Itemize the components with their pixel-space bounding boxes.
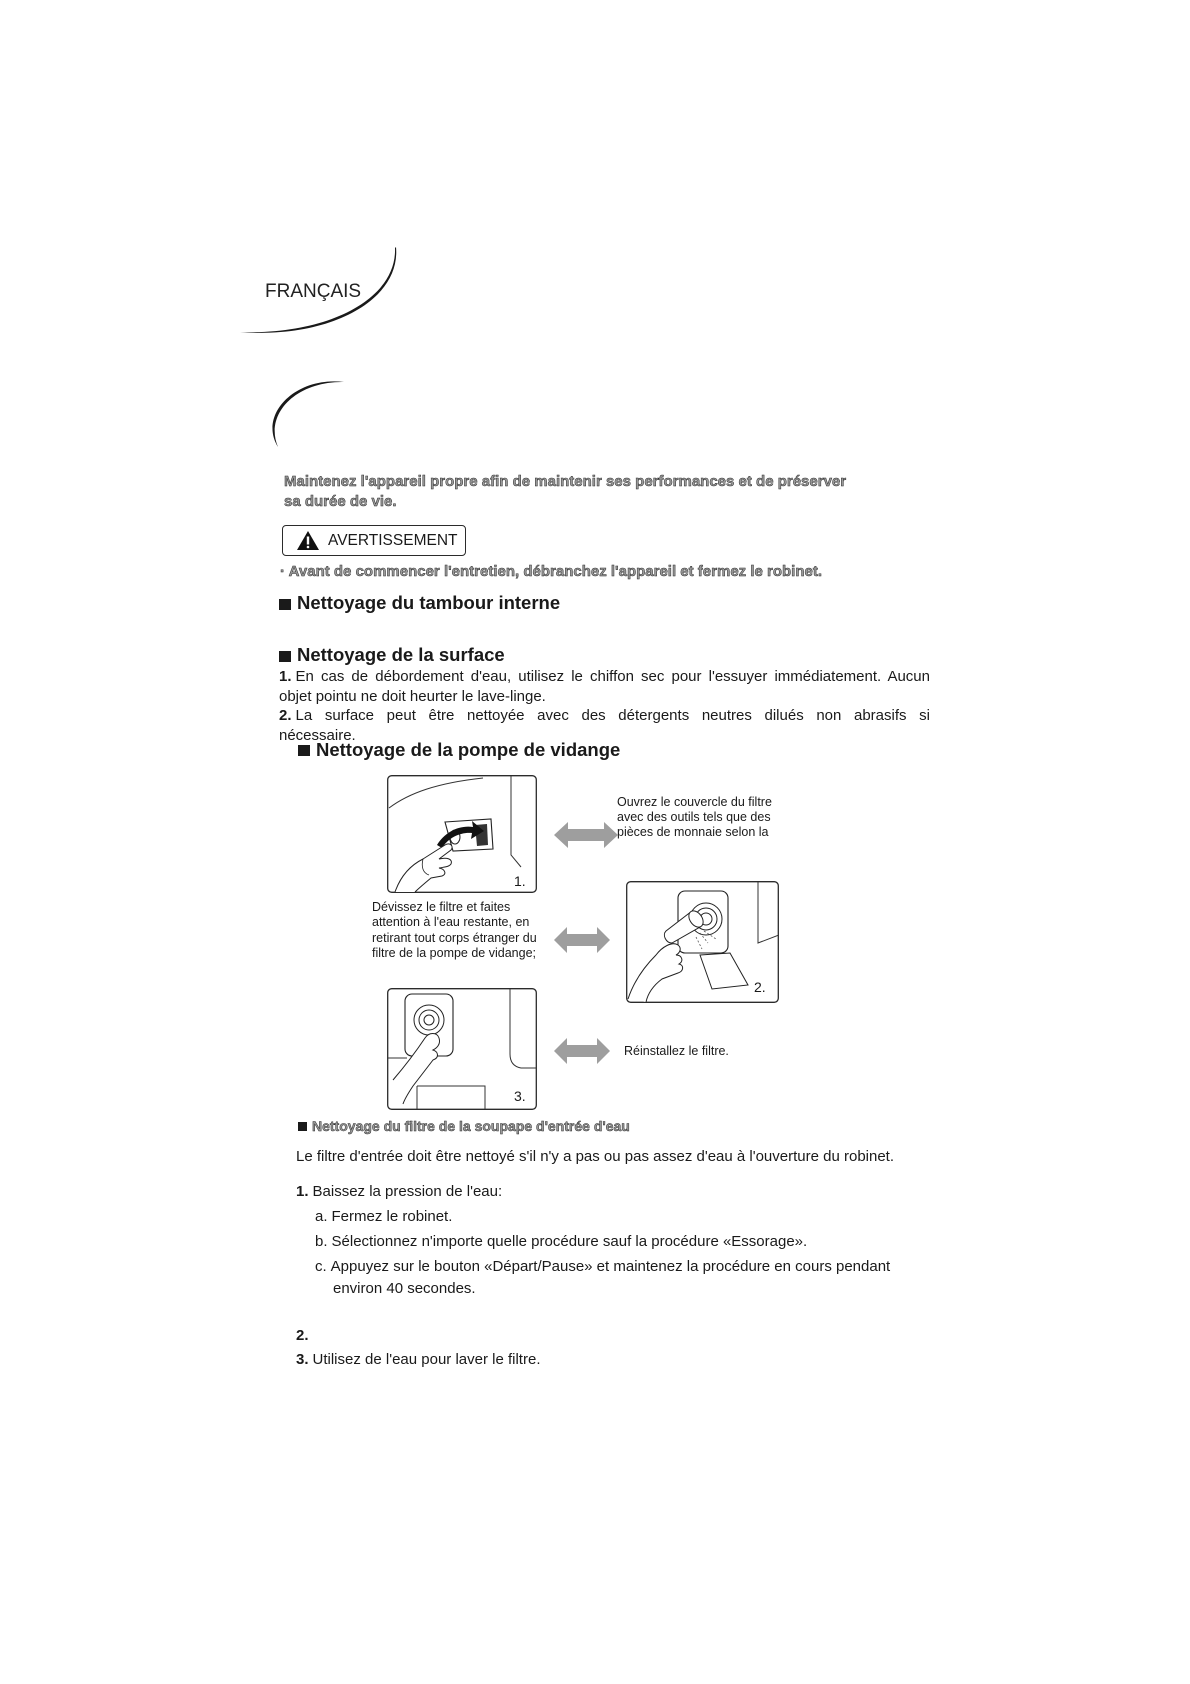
intro-paragraph (284, 472, 846, 512)
caption-line: attention à l'eau restante, en (372, 915, 530, 930)
substep-text: Appuyez sur le bouton «Départ/Pause» et maintenez la procédure en cours pendant (330, 1258, 891, 1275)
inlet-substep (315, 1257, 890, 1277)
item-text: En cas de débordement d'eau, utilisez le chiffon sec pour l'essuyer immédiatement. Aucun (295, 668, 930, 685)
decorative-arcs (0, 0, 1190, 470)
caption-line: Réinstallez le filtre. (624, 1044, 729, 1058)
inlet-intro: Le filtre d'entrée doit être nettoyé s'il n'y a pas ou pas assez d'eau à l'ouverture du robinet. (296, 1148, 895, 1165)
step-2-label: 2. (754, 979, 766, 995)
surface-item-line (279, 667, 930, 687)
double-arrow-icon (554, 1038, 610, 1064)
double-arrow-icon (554, 927, 610, 953)
step-3-label: 3. (514, 1088, 526, 1104)
warning-note: · Avant de commencer l'entretien, débranchez l'appareil et fermez le robinet. (280, 563, 823, 580)
step-text: Baissez la pression de l'eau: (312, 1183, 503, 1200)
caption-line: filtre de la pompe de vidange; (372, 945, 536, 960)
surface-item-line: nécessaire. (279, 726, 356, 744)
language-label: FRANÇAIS (265, 281, 362, 302)
surface-item-line (279, 706, 930, 726)
substep-text: Sélectionnez n'importe quelle procédure sauf la procédure «Essorage». (331, 1233, 808, 1250)
inlet-step (296, 1182, 502, 1202)
item-number: 2. (279, 707, 292, 724)
square-bullet-icon (279, 599, 291, 610)
pump-section-title: Nettoyage de la pompe de vidange (316, 739, 621, 760)
substep-letter: a. (315, 1208, 328, 1225)
double-arrow-icon (554, 822, 618, 848)
drum-section-title: Nettoyage du tambour interne (297, 592, 561, 613)
caption-line: avec des outils tels que des (617, 810, 771, 825)
warning-triangle-icon (296, 530, 320, 551)
square-bullet-icon (298, 1122, 307, 1131)
item-text: La surface peut être nettoyée avec des détergents neutres dilués non abrasifs si (295, 707, 930, 724)
step-3-caption (624, 1044, 729, 1059)
step-number: 1. (296, 1183, 309, 1200)
substep-letter: c. (315, 1258, 327, 1275)
intro-line: sa durée de vie. (284, 493, 397, 510)
step-number: 3. (296, 1351, 309, 1368)
step-text: Utilisez de l'eau pour laver le filtre. (312, 1351, 541, 1368)
surface-item (279, 667, 930, 706)
square-bullet-icon (279, 651, 291, 662)
step-1-caption (617, 795, 772, 841)
step-2-caption (372, 900, 537, 961)
inlet-substep (315, 1207, 452, 1227)
substep-letter: b. (315, 1233, 328, 1250)
warning-label: AVERTISSEMENT (328, 532, 458, 549)
surface-section-title: Nettoyage de la surface (297, 644, 505, 665)
square-bullet-icon (298, 745, 310, 756)
surface-item-line: objet pointu ne doit heurter le lave-linge. (279, 687, 546, 705)
caption-line: retirant tout corps étranger du (372, 930, 537, 945)
step-number: 2. (296, 1327, 309, 1344)
caption-line: Ouvrez le couvercle du filtre (617, 795, 772, 809)
substep-text: Fermez le robinet. (331, 1208, 453, 1225)
inlet-step (296, 1326, 313, 1346)
section-opening-arc (272, 381, 344, 447)
intro-line: Maintenez l'appareil propre afin de maintenir ses performances et de préserver (284, 473, 847, 490)
step-1-label: 1. (514, 873, 526, 889)
inlet-substep (315, 1232, 807, 1252)
inlet-step (296, 1350, 540, 1370)
inlet-section-title: Nettoyage du filtre de la soupape d'entrée d'eau (312, 1118, 630, 1134)
inlet-substep-continuation: environ 40 secondes. (333, 1280, 476, 1297)
warning-badge (282, 525, 466, 556)
caption-line: pièces de monnaie selon la (617, 825, 769, 840)
caption-line: Dévissez le filtre et faites (372, 900, 511, 914)
item-number: 1. (279, 668, 292, 685)
